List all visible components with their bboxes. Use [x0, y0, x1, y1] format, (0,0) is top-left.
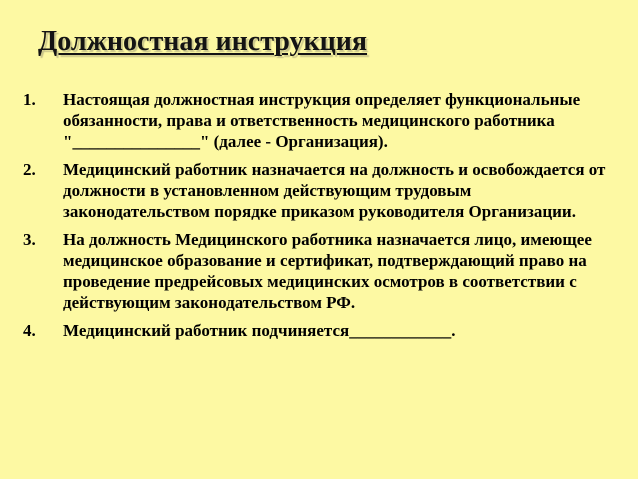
slide-title: Должностная инструкция — [38, 26, 368, 57]
list-item-text: Настоящая должностная инструкция определяет функциональные обязанности, права и ответственность медицинского работника "_______________" (далее - Организация). — [63, 90, 581, 151]
list-item-text: На должность Медицинского работника назначается лицо, имеющее медицинское образование и сертификат, подтверждающий право на проведение предрейсовых медицинских осмотров в соответствии с действующим законодательством РФ. — [63, 230, 592, 312]
list-item — [23, 159, 613, 222]
list-item-text: Медицинский работник назначается на должность и освобождается от должности в установленном действующим трудовым законодательством порядке приказом руководителя Организации. — [63, 160, 606, 221]
numbered-list — [23, 89, 613, 348]
list-item-text: Медицинский работник подчиняется____________. — [63, 321, 456, 340]
list-item — [23, 320, 613, 341]
list-item-number: 1. — [23, 90, 36, 109]
list-item-number: 3. — [23, 230, 36, 249]
list-item-number: 2. — [23, 160, 36, 179]
list-item — [23, 229, 613, 313]
list-item — [23, 89, 613, 152]
list-item-number: 4. — [23, 321, 36, 340]
